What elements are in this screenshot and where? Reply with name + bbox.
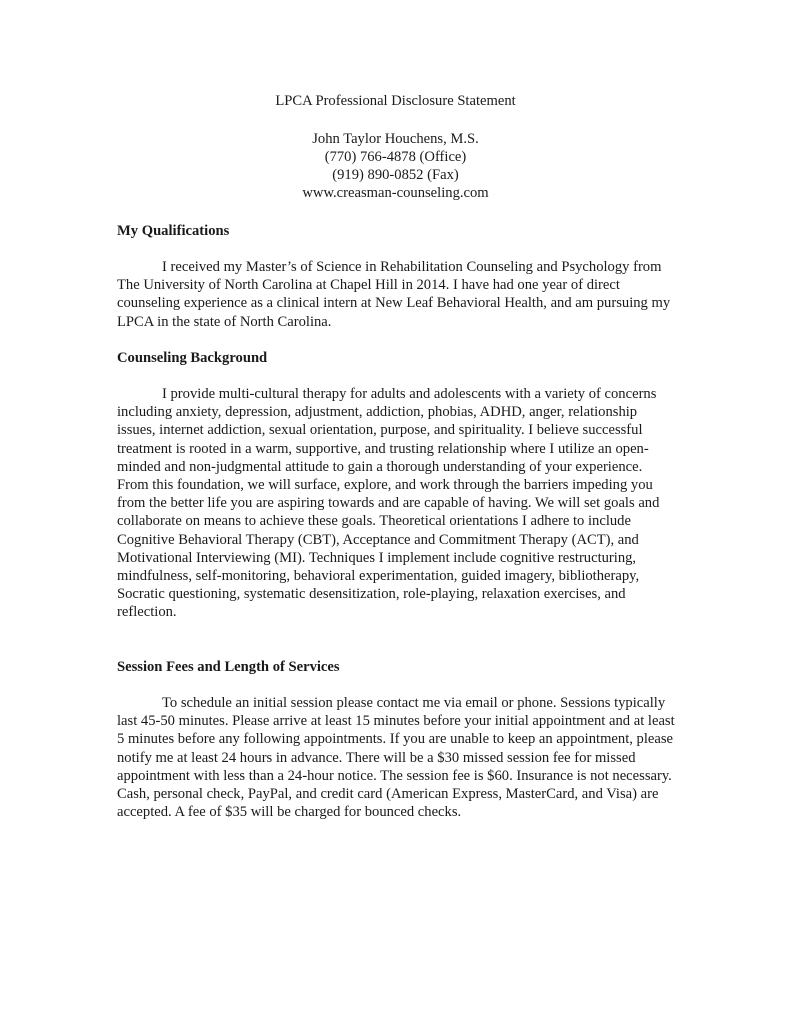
document-title: LPCA Professional Disclosure Statement <box>275 93 516 109</box>
website-link[interactable]: www.creasman-counseling.com <box>302 185 489 201</box>
session-fees-heading: Session Fees and Length of Services <box>117 659 340 675</box>
counseling-background-paragraph: I provide multi-cultural therapy for adults and adolescents with a variety of concerns including anxiety, depression, adjustment, addiction, phobias, ADHD, anger, relationship issues, internet addiction, sexual orientation, purpose, and spirituality. I believe successful treatment is rooted in a warm, supportive, and trusting relationship where I utilize an open-minded and non-judgmental attitude to gain a thorough understanding of your experience. From this foundation, we will surface, explore, and work through the barriers impeding you from the better life you are aspiring towards and are capable of having. We will set goals and collaborate on means to achieve these goals. Theoretical orientations I adhere to include Cognitive Behavioral Therapy (CBT), Acceptance and Commitment Therapy (ACT), and Motivational Interviewing (MI). Techniques I implement include cognitive restructuring, mindfulness, self-monitoring, behavioral experimentation, guided imagery, bibliotherapy, Socratic questioning, systematic desensitization, role-playing, relaxation exercises, and reflection. <box>117 386 660 621</box>
fax-number: (919) 890-0852 (Fax) <box>332 167 459 183</box>
qualifications-heading: My Qualifications <box>117 223 230 239</box>
counselor-name: John Taylor Houchens, M.S. <box>312 131 479 147</box>
office-phone: (770) 766-4878 (Office) <box>324 149 467 165</box>
qualifications-paragraph: I received my Master’s of Science in Rehabilitation Counseling and Psychology from The University of North Carolina at Chapel Hill in 2014. I have had one year of direct counseling experience as a clinical intern at New Leaf Behavioral Health, and am pursuing my LPCA in the state of North Carolina. <box>117 259 671 330</box>
session-fees-paragraph: To schedule an initial session please contact me via email or phone. Sessions typically last 45-50 minutes. Please arrive at least 15 minutes before your initial appointment and at least 5 minutes before any following appointments. If you are unable to keep an appointment, please notify me at least 24 hours in advance. There will be a $30 missed session fee for missed appointment with less than a 24-hour notice. The session fee is $60. Insurance is not necessary. Cash, personal check, PayPal, and credit card (American Express, MasterCard, and Visa) are accepted. A fee of $35 will be charged for bounced checks. <box>117 695 675 821</box>
counseling-background-heading: Counseling Background <box>117 350 268 366</box>
